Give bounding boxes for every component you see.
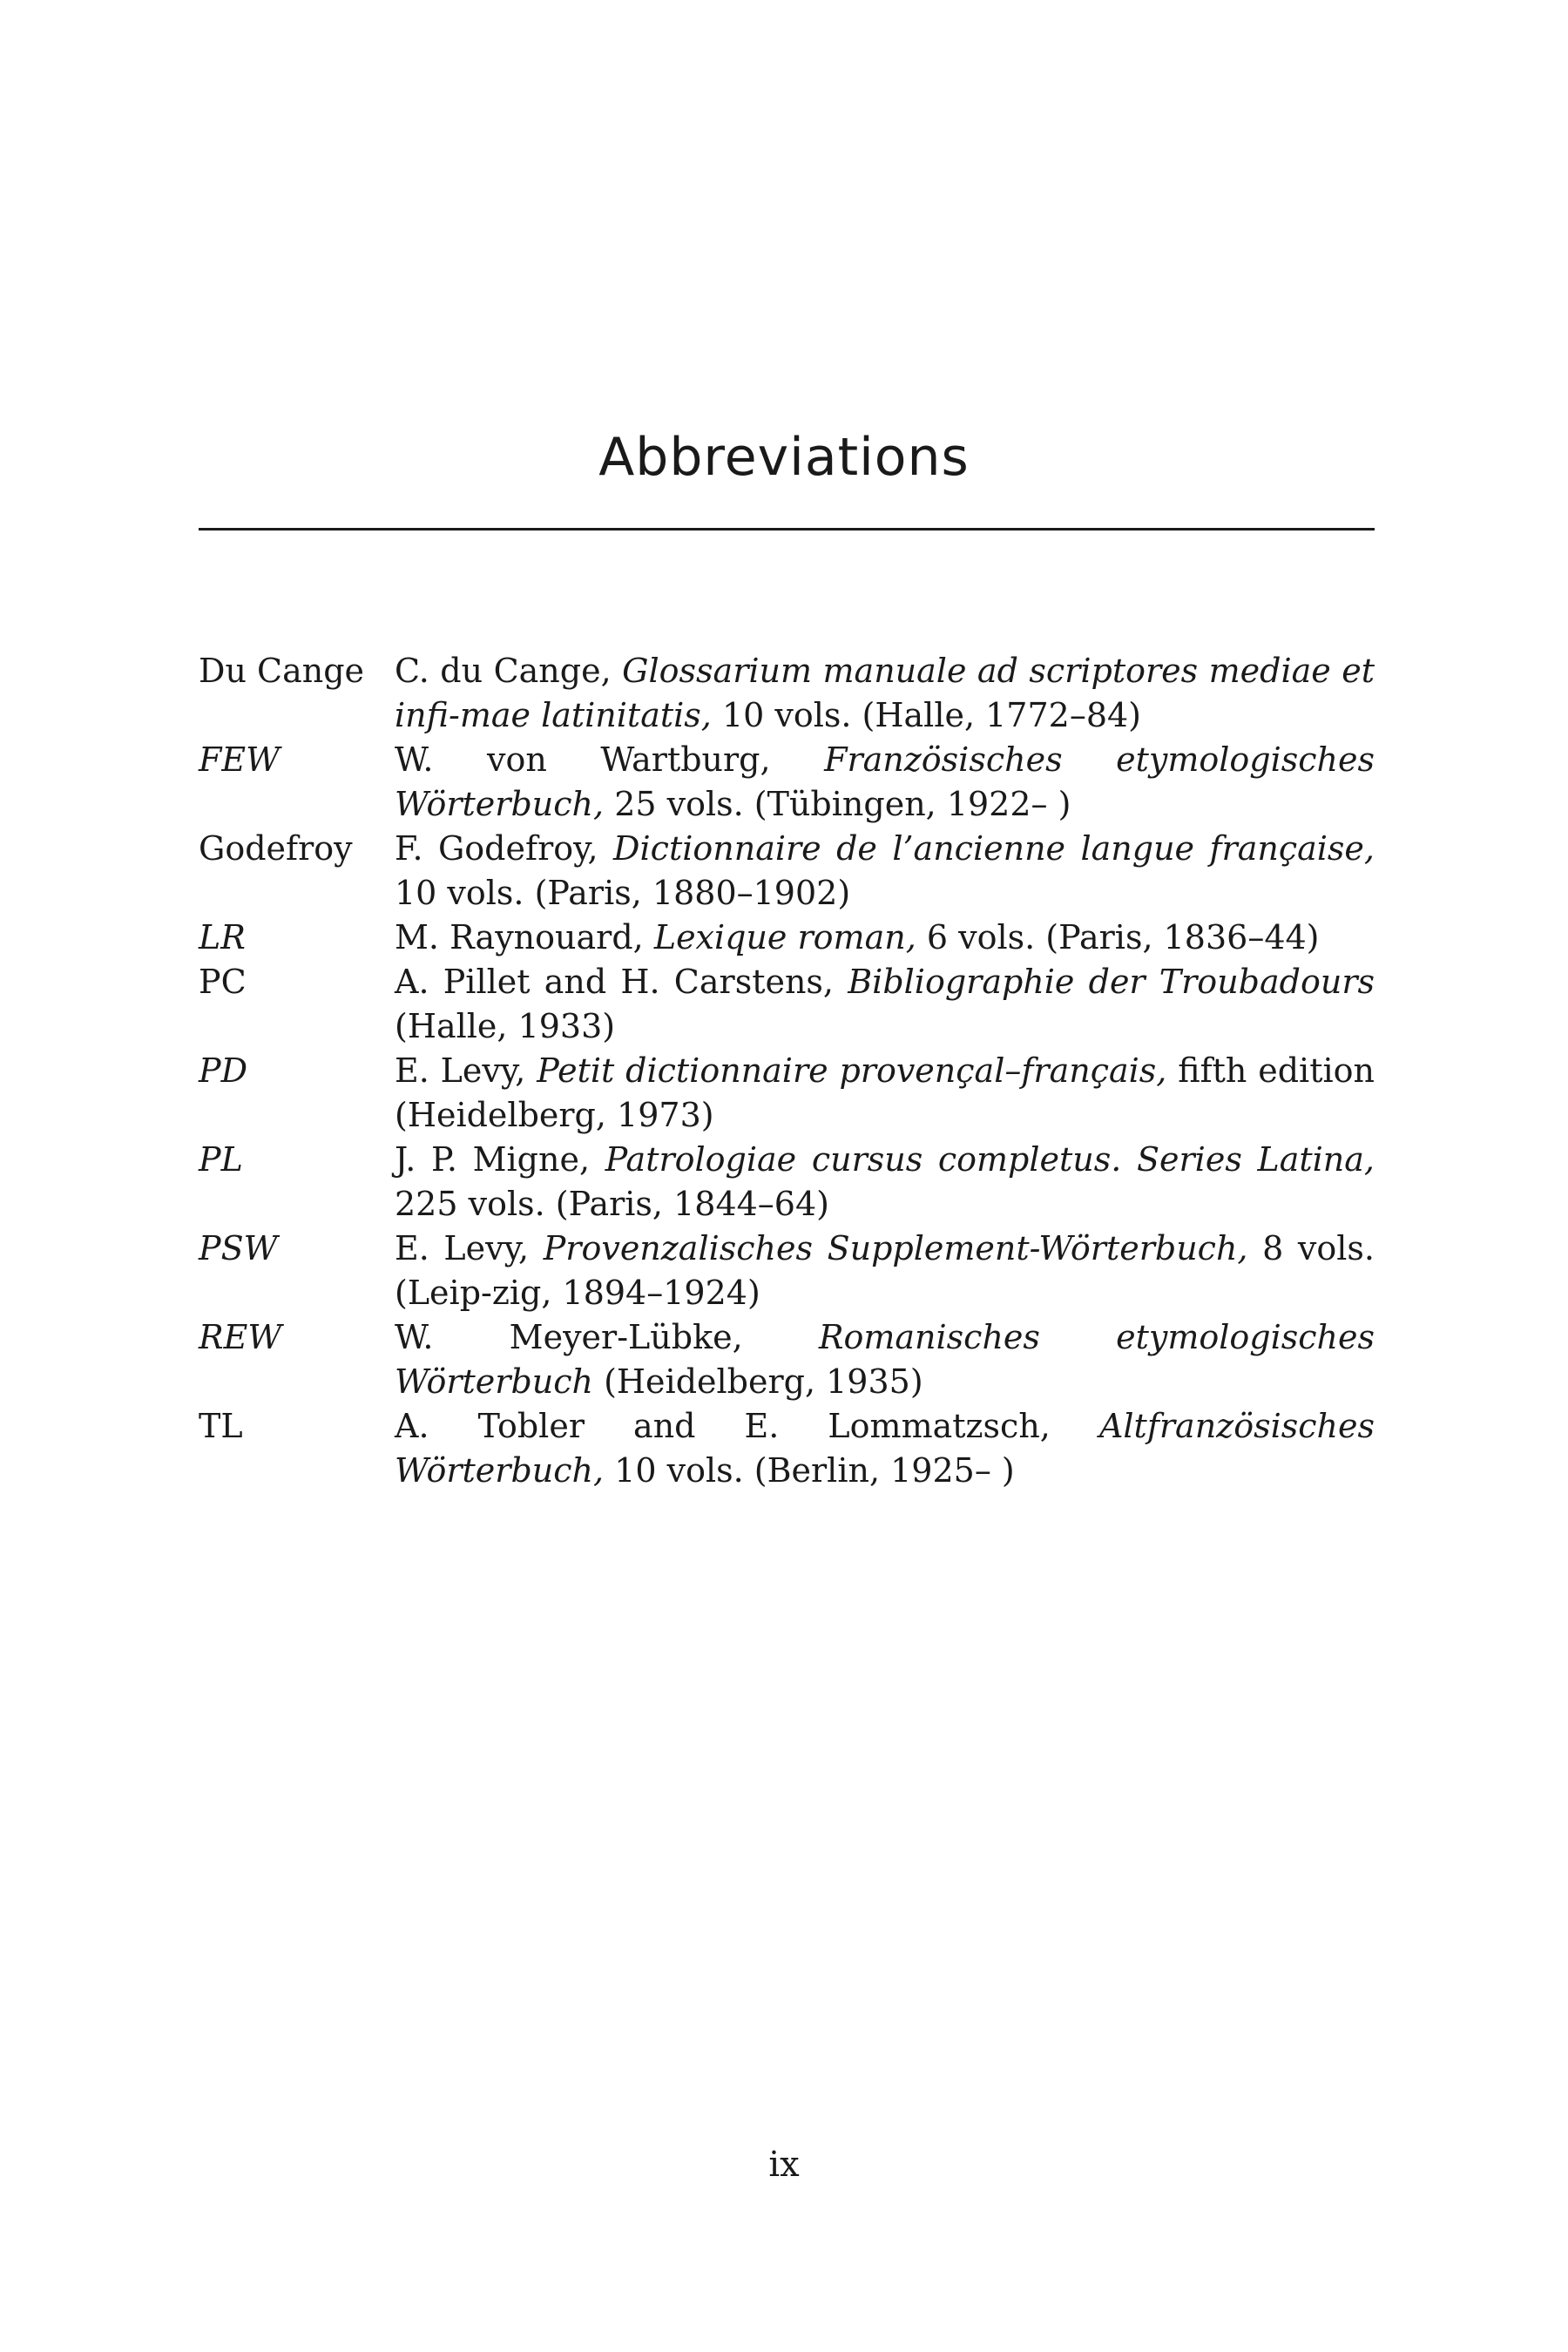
entry-work-title: Romanisches etymologisches Wörterbuch [395,1318,1375,1401]
abbreviation-description [395,1315,1375,1404]
abbreviation-entry-godefroy [199,827,1375,916]
abbreviation-entry-few [199,738,1375,827]
entry-details: 10 vols. (Halle, 1772–84) [721,696,1142,734]
abbreviation-term: LR [199,918,246,956]
entry-author: W. Meyer-Lübke, [395,1318,743,1356]
entry-work-title: Provenzalisches Supplement-Wörterbuch, [543,1229,1248,1267]
abbreviation-description [395,1049,1375,1138]
abbreviation-entry-psw [199,1227,1375,1315]
entry-work-title: Bibliographie der Troubadours [848,963,1375,1001]
entry-details: (Heidelberg, 1935) [604,1362,923,1401]
abbreviation-description [395,1227,1375,1315]
abbreviation-term: Du Cange [199,652,365,690]
entry-author: F. Godefroy, [395,829,598,868]
entry-author: A. Tobler and E. Lommatzsch, [395,1407,1051,1445]
abbreviation-term: Godefroy [199,829,353,868]
entry-work-title: Altfranzösisches Wörterbuch, [395,1407,1375,1490]
entry-work-title: Lexique roman, [653,918,916,956]
entry-author: E. Levy, [395,1051,526,1090]
abbreviation-description [395,649,1375,738]
abbreviation-entry-pc [199,960,1375,1049]
abbreviation-entry-rew [199,1315,1375,1404]
abbreviation-description [395,916,1375,960]
abbreviation-description [395,827,1375,916]
abbreviation-entry-pd [199,1049,1375,1138]
abbreviation-description [395,738,1375,827]
abbreviation-entry-lr [199,916,1375,960]
entry-work-title: Französisches etymologisches Wörterbuch, [395,740,1375,823]
entry-work-title: Dictionnaire de l’ancienne langue française, [613,829,1375,868]
abbreviation-list [199,649,1375,1493]
abbreviation-description [395,1138,1375,1227]
abbreviation-term: TL [199,1407,243,1445]
abbreviation-term: PL [199,1140,243,1179]
entry-author: W. von Wartburg, [395,740,771,779]
abbreviation-description [395,960,1375,1049]
title-rule [199,528,1375,531]
entry-author: M. Raynouard, [395,918,644,956]
abbreviation-term: PC [199,963,247,1001]
entry-work-title: Petit dictionnaire provençal–français, [537,1051,1167,1090]
abbreviation-term: PD [199,1051,248,1090]
entry-author: C. du Cange, [395,652,612,690]
page-title: Abbreviations [598,427,970,488]
abbreviation-description [395,1404,1375,1493]
entry-details: 225 vols. (Paris, 1844–64) [395,1185,829,1223]
entry-details: fifth edition (Heidelberg, 1973) [395,1051,1375,1134]
abbreviation-term: FEW [199,740,280,779]
entry-details: 8 vols. (Leip-zig, 1894–1924) [395,1229,1375,1312]
abbreviation-entry-pl [199,1138,1375,1227]
entry-details: 25 vols. (Tübingen, 1922– ) [614,785,1071,823]
entry-details: 10 vols. (Paris, 1880–1902) [395,874,851,912]
entry-details: (Halle, 1933) [395,1007,616,1045]
abbreviation-term: PSW [199,1229,278,1267]
entry-work-title: Glossarium manuale ad scriptores mediae et infi-mae latinitatis, [395,652,1375,734]
entry-details: 6 vols. (Paris, 1836–44) [926,918,1320,956]
entry-author: J. P. Migne, [395,1140,591,1179]
abbreviation-entry-tl [199,1404,1375,1493]
entry-author: E. Levy, [395,1229,530,1267]
abbreviation-term: REW [199,1318,282,1356]
page-number: ix [768,2145,800,2185]
entry-author: A. Pillet and H. Carstens, [395,963,835,1001]
abbreviation-entry-du-cange [199,649,1375,738]
entry-details: 10 vols. (Berlin, 1925– ) [614,1451,1015,1490]
entry-work-title: Patrologiae cursus completus. Series Latina, [605,1140,1375,1179]
